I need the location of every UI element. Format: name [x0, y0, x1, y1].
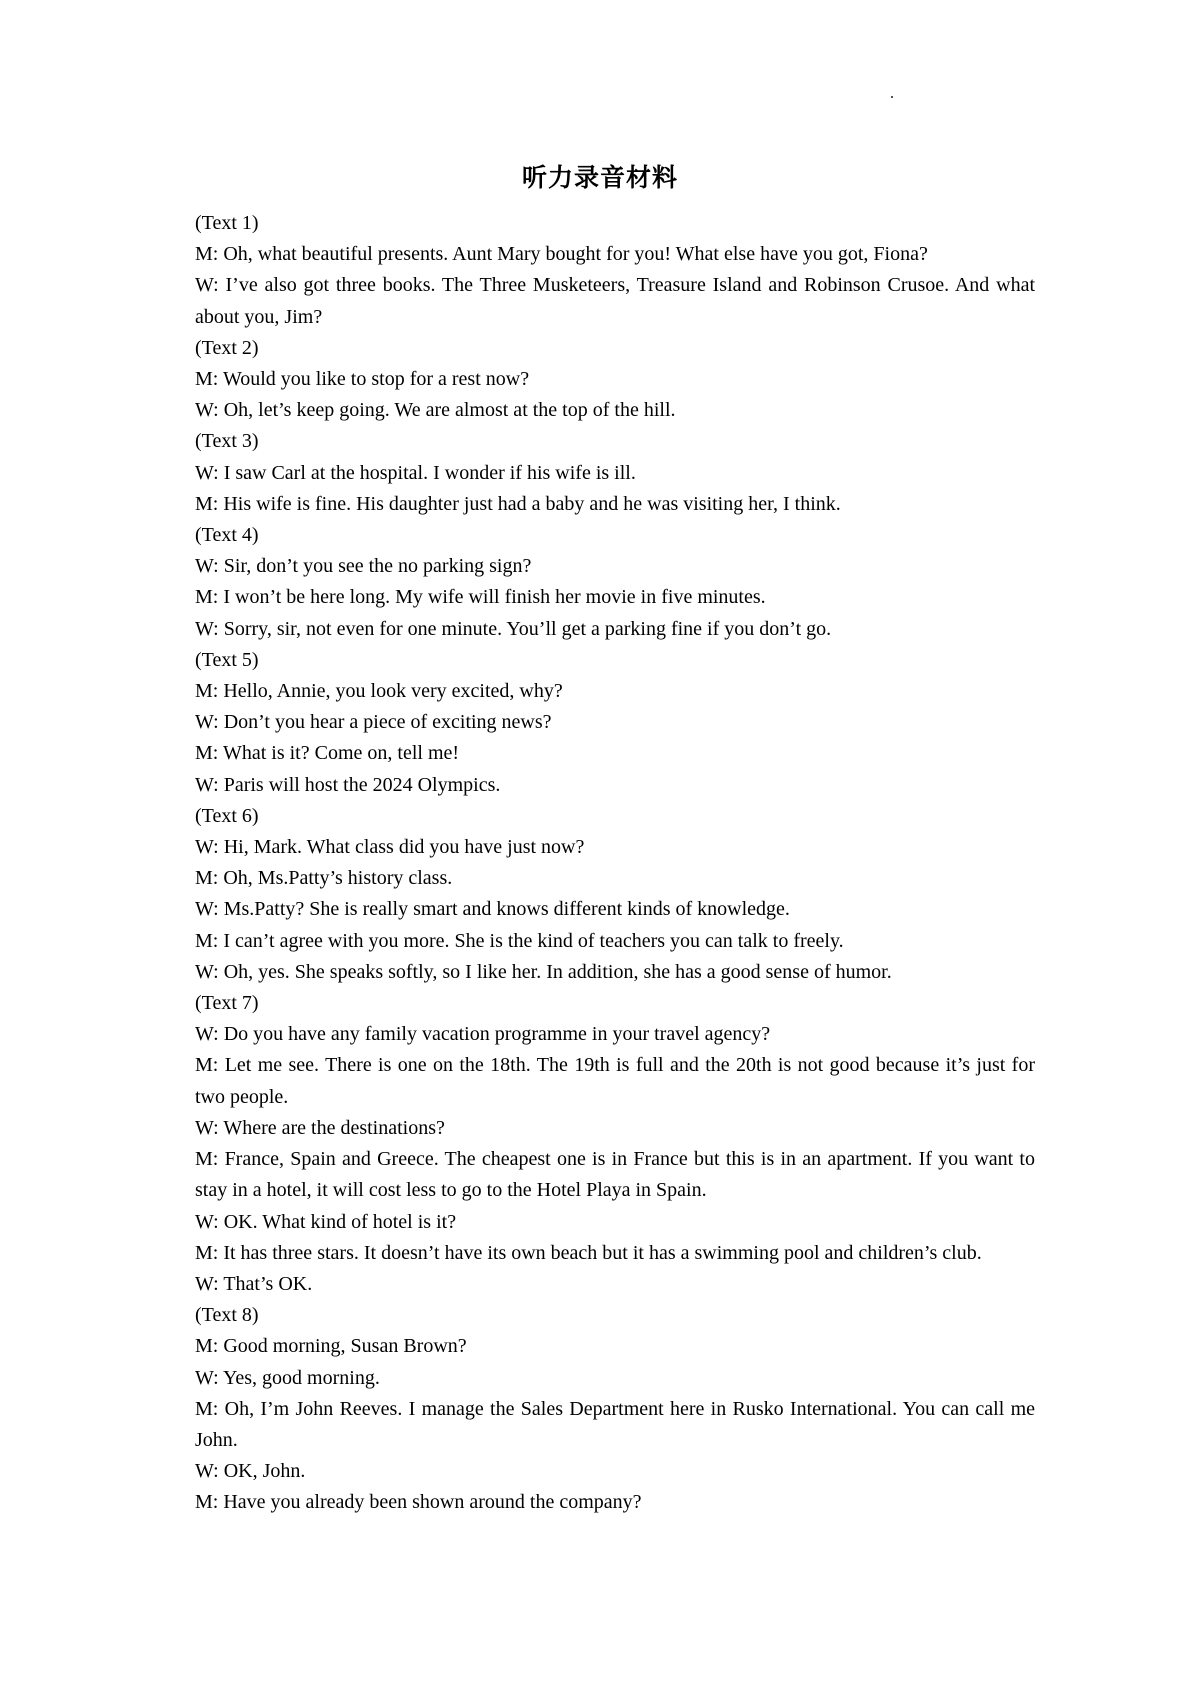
text-section-heading: (Text 6) [195, 804, 259, 827]
dialogue-line: M: Oh, what beautiful presents. Aunt Mary bought for you! What else have you got, Fiona? [195, 243, 928, 266]
dialogue-line: W: Ms.Patty? She is really smart and knows different kinds of knowledge. [195, 898, 790, 921]
text-section-heading: (Text 8) [195, 1304, 259, 1327]
dialogue-line: W: Oh, let’s keep going. We are almost at the top of the hill. [195, 399, 676, 422]
dialogue-line: M: France, Spain and Greece. The cheapest one is in France but this is in an apartment. If you want to stay in a hotel, it will cost less to go to the Hotel Playa in Spain. [195, 1148, 1040, 1202]
dialogue-line: W: Paris will host the 2024 Olympics. [195, 773, 501, 796]
dialogue-line: W: Sorry, sir, not even for one minute. You’ll get a parking fine if you don’t go. [195, 617, 832, 640]
text-section-heading: (Text 3) [195, 430, 259, 453]
dialogue-line: M: Have you already been shown around the company? [195, 1491, 642, 1514]
dialogue-line: M: I can’t agree with you more. She is the kind of teachers you can talk to freely. [195, 929, 844, 952]
dialogue-line: M: His wife is fine. His daughter just had a baby and he was visiting her, I think. [195, 492, 841, 515]
dialogue-line: W: Do you have any family vacation programme in your travel agency? [195, 1023, 771, 1046]
dialogue-line: W: Where are the destinations? [195, 1116, 445, 1139]
text-section-heading: (Text 2) [195, 336, 259, 359]
dialogue-line: W: I saw Carl at the hospital. I wonder if his wife is ill. [195, 461, 636, 484]
dialogue-line: W: Oh, yes. She speaks softly, so I like her. In addition, she has a good sense of humor. [195, 960, 892, 983]
dialogue-line: W: Sir, don’t you see the no parking sign? [195, 555, 532, 578]
dialogue-line: W: OK. What kind of hotel is it? [195, 1210, 457, 1233]
dialogue-line: W: Yes, good morning. [195, 1366, 380, 1389]
dialogue-line: M: It has three stars. It doesn’t have its own beach but it has a swimming pool and children’s club. [195, 1241, 982, 1264]
dialogue-line: M: Good morning, Susan Brown? [195, 1335, 467, 1358]
dialogue-line: W: That’s OK. [195, 1272, 313, 1295]
page-title: 听力录音材料 [521, 163, 678, 192]
scan-dot [891, 96, 893, 98]
text-section-heading: (Text 1) [195, 212, 259, 234]
text-section-heading: (Text 5) [195, 648, 259, 671]
transcript-body [195, 208, 1040, 1519]
dialogue-line: W: I’ve also got three books. The Three Musketeers, Treasure Island and Robinson Crusoe. And what about you, Jim? [195, 274, 1040, 328]
dialogue-line: W: OK, John. [195, 1460, 306, 1483]
dialogue-line: M: Oh, Ms.Patty’s history class. [195, 867, 453, 890]
dialogue-line: M: Hello, Annie, you look very excited, why? [195, 680, 563, 703]
dialogue-line: M: Oh, I’m John Reeves. I manage the Sales Department here in Rusko International. You can call me John. [195, 1397, 1040, 1451]
dialogue-line: M: Let me see. There is one on the 18th. The 19th is full and the 20th is not good because it’s just for two people. [195, 1054, 1040, 1108]
dialogue-line: M: I won’t be here long. My wife will finish her movie in five minutes. [195, 586, 766, 609]
text-section-heading: (Text 7) [195, 992, 259, 1015]
dialogue-line: M: Would you like to stop for a rest now? [195, 368, 530, 391]
dialogue-line: M: What is it? Come on, tell me! [195, 742, 460, 765]
dialogue-line: W: Don’t you hear a piece of exciting news? [195, 711, 552, 734]
text-section-heading: (Text 4) [195, 524, 259, 547]
dialogue-line: W: Hi, Mark. What class did you have just now? [195, 836, 585, 859]
